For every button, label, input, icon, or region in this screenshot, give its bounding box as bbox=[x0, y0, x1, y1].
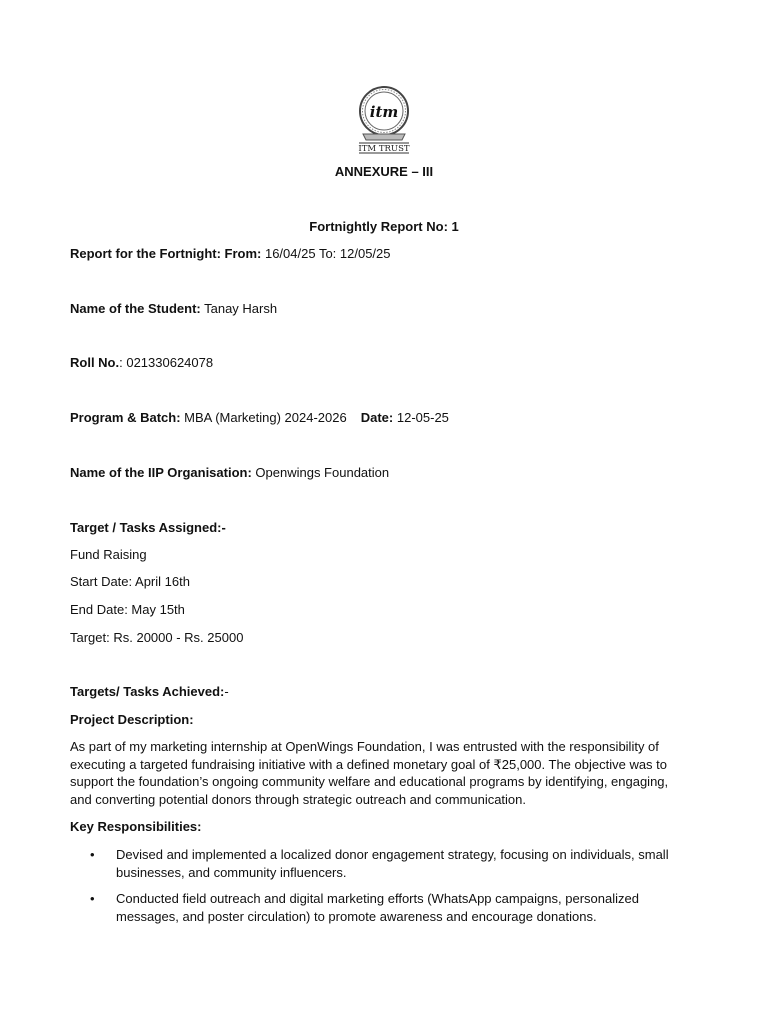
logo-caption: ITM TRUST bbox=[358, 144, 410, 154]
date-value: 12-05-25 bbox=[393, 410, 449, 425]
project-description-heading: Project Description: bbox=[70, 712, 194, 727]
roll-label: Roll No. bbox=[70, 355, 120, 370]
task-item: End Date: May 15th bbox=[70, 602, 185, 617]
task-item: Fund Raising bbox=[70, 547, 147, 562]
project-description-text: As part of my marketing internship at OpenWings Foundation, I was entrusted with the responsibility of executing a targeted fundraising initiative with a defined monetary goal of ₹25,000. The objective was to support the foundation’s ongoing community welfare and educational programs by identifying, engaging, and converting potential donors through strategic outreach and communication. bbox=[70, 739, 669, 807]
itm-trust-logo bbox=[355, 86, 413, 154]
roll-value: : 021330624078 bbox=[119, 355, 214, 370]
student-line bbox=[70, 300, 690, 317]
organisation-line bbox=[70, 464, 690, 481]
program-label: Program & Batch: bbox=[70, 410, 181, 425]
task-item: Start Date: April 16th bbox=[70, 574, 190, 589]
tasks-assigned-heading: Target / Tasks Assigned:- bbox=[70, 520, 226, 535]
fortnight-label: Report for the Fortnight: From: bbox=[70, 246, 262, 261]
report-number: Fortnightly Report No: 1 bbox=[309, 219, 459, 234]
tasks-achieved-heading bbox=[70, 683, 690, 700]
key-responsibilities-heading: Key Responsibilities: bbox=[70, 819, 202, 834]
bullet-icon: • bbox=[90, 847, 95, 862]
program-line bbox=[70, 409, 690, 426]
program-value: MBA (Marketing) 2024-2026 bbox=[180, 410, 347, 425]
organisation-label: Name of the IIP Organisation: bbox=[70, 465, 252, 480]
tasks-achieved-label: Targets/ Tasks Achieved: bbox=[70, 684, 225, 699]
responsibility-item: Conducted field outreach and digital marketing efforts (WhatsApp campaigns, personalized messages, and poster circulation) to promote awareness and encourage donations. bbox=[116, 891, 639, 924]
roll-line bbox=[70, 354, 690, 371]
annexure-title: ANNEXURE – III bbox=[334, 164, 434, 179]
student-label: Name of the Student: bbox=[70, 301, 201, 316]
responsibility-item: Devised and implemented a localized donor engagement strategy, focusing on individuals, small businesses, and community influencers. bbox=[116, 847, 669, 880]
organisation-value: Openwings Foundation bbox=[251, 465, 390, 480]
fortnight-line bbox=[70, 245, 690, 262]
bullet-icon: • bbox=[90, 891, 95, 906]
tasks-achieved-suffix: - bbox=[224, 684, 229, 699]
student-value: Tanay Harsh bbox=[200, 301, 278, 316]
date-label: Date: bbox=[360, 410, 394, 425]
logo-initials: itm bbox=[369, 103, 399, 121]
task-item: Target: Rs. 20000 - Rs. 25000 bbox=[70, 630, 244, 645]
fortnight-value: 16/04/25 To: 12/05/25 bbox=[261, 246, 391, 261]
